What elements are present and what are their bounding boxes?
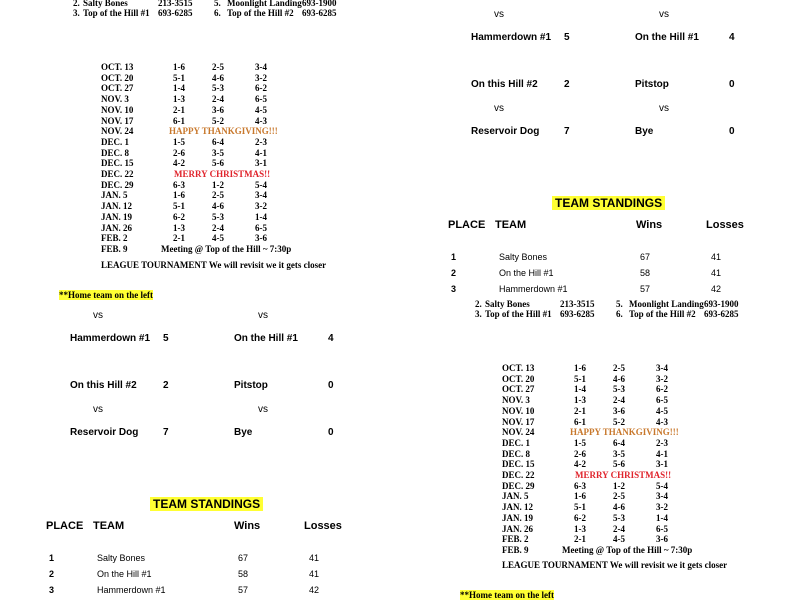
away-score: 0	[729, 79, 735, 90]
standing-wins: 58	[238, 569, 249, 579]
schedule-matchup: 1-2	[212, 179, 224, 190]
schedule-matchup: 3-4	[255, 62, 267, 72]
schedule-matchup: 1-6	[173, 62, 185, 72]
contact-name: Moonlight Landing	[629, 299, 704, 309]
contact-phone: 693-6285	[560, 309, 595, 319]
contact-phone: 693-6285	[704, 309, 739, 319]
header-wins: Wins	[636, 219, 663, 231]
home-team: Reservoir Dog	[70, 427, 139, 438]
schedule-matchup: 5-2	[212, 115, 224, 126]
tournament-note: LEAGUE TOURNAMENT We will revisit we it gets closer	[502, 560, 728, 570]
schedule-matchup: 3-1	[255, 158, 267, 169]
contact-num: 6.	[616, 309, 623, 319]
standing-losses: 41	[309, 553, 320, 563]
schedule-date: FEB. 9	[502, 544, 529, 555]
standing-place: 1	[451, 252, 457, 262]
schedule-date: DEC. 1	[101, 136, 130, 147]
schedule-matchup: 3-4	[656, 491, 668, 502]
schedule-matchup: 2-4	[613, 523, 625, 534]
home-score: 7	[163, 427, 169, 438]
contact-num: 3.	[475, 309, 482, 319]
schedule-matchup: 1-3	[574, 395, 586, 406]
schedule-date: DEC. 22	[502, 470, 535, 480]
standing-losses: 41	[309, 569, 320, 579]
schedule-matchup: 1-6	[173, 190, 185, 201]
schedule-matchup: 1-4	[255, 211, 267, 222]
away-score: 4	[729, 32, 735, 43]
contact-phone: 693-6285	[158, 8, 193, 18]
standing-losses: 41	[711, 268, 722, 278]
schedule-matchup: 1-3	[173, 222, 185, 233]
schedule-date: DEC. 1	[502, 437, 531, 448]
contact-phone: 693-1900	[302, 0, 337, 8]
away-score: 0	[328, 380, 334, 391]
schedule-matchup: 3-2	[255, 72, 267, 83]
contact-name: Salty Bones	[83, 0, 128, 8]
home-score: 5	[163, 333, 169, 344]
schedule-date: NOV. 24	[101, 126, 134, 137]
schedule-matchup: 2-1	[173, 104, 185, 115]
header-team: TEAM	[93, 520, 125, 532]
away-team: On the Hill #1	[234, 333, 298, 344]
schedule-matchup: 1-6	[574, 363, 586, 373]
schedule-matchup: 1-4	[173, 83, 185, 94]
schedule-matchup: 6-4	[212, 136, 224, 147]
standing-team: On the Hill #1	[499, 268, 554, 278]
standing-losses: 42	[711, 284, 722, 294]
schedule-matchup: 1-5	[574, 437, 586, 448]
schedule-date: DEC. 29	[502, 480, 535, 491]
away-team: Pitstop	[234, 380, 268, 391]
contact-num: 2.	[475, 299, 482, 309]
contact-num: 6.	[214, 8, 221, 18]
schedule-note: HAPPY THANKGIVING!!!	[570, 427, 679, 438]
schedule-matchup: 6-4	[613, 437, 625, 448]
schedule-date: DEC. 22	[101, 169, 134, 179]
home-team: Hammerdown #1	[70, 333, 151, 344]
schedule-matchup: 5-3	[212, 83, 224, 94]
schedule-matchup: 4-2	[173, 158, 185, 169]
contact-num: 2.	[73, 0, 80, 8]
away-score: 4	[328, 333, 334, 344]
schedule-matchup: 1-2	[613, 480, 625, 491]
schedule-date: DEC. 29	[101, 179, 134, 190]
schedule-matchup: 1-3	[574, 523, 586, 534]
away-score: 0	[328, 427, 334, 438]
schedule-date: NOV. 3	[502, 395, 530, 406]
schedule-matchup: 6-1	[173, 115, 185, 126]
schedule-note: Meeting @ Top of the Hill ~ 7:30p	[562, 544, 693, 555]
schedule-matchup: 2-5	[613, 363, 625, 373]
schedule-date: FEB. 2	[101, 233, 128, 244]
schedule-matchup: 4-3	[656, 416, 668, 427]
schedule-matchup: 3-4	[656, 363, 668, 373]
header-place: PLACE	[448, 219, 486, 231]
standing-team: Salty Bones	[499, 252, 548, 262]
home-score: 2	[163, 380, 169, 391]
standing-place: 1	[49, 553, 55, 563]
schedule-matchup: 6-5	[656, 395, 668, 406]
standing-place: 3	[451, 284, 457, 294]
home-team: On this Hill #2	[471, 79, 538, 90]
schedule-matchup: 4-6	[613, 502, 625, 513]
header-team: TEAM	[495, 219, 527, 231]
schedule-matchup: 6-2	[656, 384, 668, 395]
schedule-matchup: 3-2	[255, 201, 267, 212]
schedule-note: MERRY CHRISTMAS!!	[174, 169, 271, 179]
schedule-date: NOV. 3	[101, 94, 129, 105]
schedule-matchup: 4-1	[656, 448, 668, 459]
contact-num: 5.	[214, 0, 221, 8]
schedule-matchup: 4-3	[255, 115, 267, 126]
schedule-date: NOV. 17	[101, 115, 134, 126]
header-place: PLACE	[46, 520, 84, 532]
standing-losses: 42	[309, 585, 320, 595]
home-team: On this Hill #2	[70, 380, 137, 391]
schedule-matchup: 6-3	[173, 179, 185, 190]
standing-place: 3	[49, 585, 55, 595]
standing-wins: 67	[238, 553, 249, 563]
schedule-matchup: 6-2	[255, 83, 267, 94]
schedule-note: Meeting @ Top of the Hill ~ 7:30p	[161, 243, 292, 254]
schedule-matchup: 4-1	[255, 147, 267, 158]
contact-phone: 693-6285	[302, 8, 337, 18]
header-wins: Wins	[234, 520, 261, 532]
standings-title: TEAM STANDINGS	[552, 196, 665, 210]
schedule-date: FEB. 2	[502, 534, 529, 545]
schedule-date: JAN. 19	[502, 512, 533, 523]
schedule-matchup: 5-4	[656, 480, 668, 491]
home-score: 5	[564, 32, 570, 43]
schedule-matchup: 1-4	[574, 384, 586, 395]
schedule-date: OCT. 20	[502, 373, 535, 384]
schedule-matchup: 3-6	[656, 534, 668, 545]
schedule-date: OCT. 27	[101, 83, 134, 94]
schedule-matchup: 4-5	[255, 104, 267, 115]
vs-label: vs	[659, 9, 669, 20]
schedule-matchup: 5-6	[613, 459, 625, 470]
standings-title: TEAM STANDINGS	[150, 497, 263, 511]
schedule-matchup: 4-6	[212, 201, 224, 212]
standing-wins: 67	[640, 252, 651, 262]
schedule-matchup: 2-4	[212, 222, 224, 233]
schedule-matchup: 2-5	[212, 190, 224, 201]
header-losses: Losses	[706, 219, 744, 231]
schedule-matchup: 1-4	[656, 512, 668, 523]
schedule-matchup: 6-2	[173, 211, 185, 222]
schedule-date: NOV. 10	[502, 405, 535, 416]
standing-wins: 57	[238, 585, 249, 595]
schedule-matchup: 2-6	[574, 448, 586, 459]
schedule-matchup: 6-5	[255, 94, 267, 105]
away-score: 0	[729, 126, 735, 137]
schedule-date: OCT. 20	[101, 72, 134, 83]
contact-num: 5.	[616, 299, 623, 309]
schedule-matchup: 1-3	[173, 94, 185, 105]
schedule-matchup: 6-1	[574, 416, 586, 427]
schedule-date: NOV. 24	[502, 427, 535, 438]
schedule-matchup: 5-3	[613, 512, 625, 523]
away-team: On the Hill #1	[635, 32, 699, 43]
schedule-note: MERRY CHRISTMAS!!	[575, 470, 672, 480]
vs-label: vs	[659, 103, 669, 114]
schedule-matchup: 3-1	[656, 459, 668, 470]
schedule-matchup: 5-1	[173, 201, 185, 212]
schedule-matchup: 2-4	[613, 395, 625, 406]
vs-label: vs	[494, 103, 504, 114]
vs-label: vs	[258, 404, 268, 415]
standing-place: 2	[49, 569, 55, 579]
schedule-matchup: 2-4	[212, 94, 224, 105]
standing-losses: 41	[711, 252, 722, 262]
vs-label: vs	[93, 310, 103, 321]
schedule-matchup: 4-6	[613, 373, 625, 384]
schedule-date: JAN. 19	[101, 211, 132, 222]
home-team: Reservoir Dog	[471, 126, 540, 137]
contact-phone: 213-3515	[158, 0, 193, 8]
home-score: 7	[564, 126, 570, 137]
schedule-matchup: 5-6	[212, 158, 224, 169]
schedule-date: JAN. 26	[101, 222, 132, 233]
contact-name: Top of the Hill #2	[227, 8, 294, 18]
schedule-matchup: 6-5	[656, 523, 668, 534]
schedule-matchup: 3-6	[255, 233, 267, 244]
contact-name: Top of the Hill #2	[629, 309, 696, 319]
schedule-matchup: 5-4	[255, 179, 267, 190]
schedule-date: DEC. 15	[502, 459, 535, 470]
standing-team: Hammerdown #1	[97, 585, 166, 595]
schedule-matchup: 2-1	[173, 233, 185, 244]
schedule-date: OCT. 13	[101, 62, 134, 72]
schedule-date: OCT. 27	[502, 384, 535, 395]
schedule-matchup: 3-4	[255, 190, 267, 201]
contact-phone: 213-3515	[560, 299, 595, 309]
away-team: Bye	[635, 126, 654, 137]
contact-name: Moonlight Landing	[227, 0, 302, 8]
standing-team: On the Hill #1	[97, 569, 152, 579]
header-losses: Losses	[304, 520, 342, 532]
schedule-matchup: 2-1	[574, 534, 586, 545]
schedule-matchup: 5-3	[613, 384, 625, 395]
schedule-matchup: 4-2	[574, 459, 586, 470]
schedule-matchup: 6-5	[255, 222, 267, 233]
vs-label: vs	[494, 9, 504, 20]
schedule-date: JAN. 5	[502, 491, 529, 502]
tournament-note: LEAGUE TOURNAMENT We will revisit we it gets closer	[101, 260, 327, 270]
contact-num: 3.	[73, 8, 80, 18]
home-note: **Home team on the left	[59, 290, 153, 300]
standing-team: Hammerdown #1	[499, 284, 568, 294]
schedule-matchup: 5-1	[173, 72, 185, 83]
schedule-matchup: 4-6	[212, 72, 224, 83]
schedule-date: NOV. 17	[502, 416, 535, 427]
schedule-matchup: 2-5	[212, 62, 224, 72]
schedule-matchup: 5-1	[574, 502, 586, 513]
schedule-matchup: 2-5	[613, 491, 625, 502]
contact-phone: 693-1900	[704, 299, 739, 309]
standing-wins: 57	[640, 284, 651, 294]
standing-wins: 58	[640, 268, 651, 278]
schedule-matchup: 6-3	[574, 480, 586, 491]
schedule-date: DEC. 15	[101, 158, 134, 169]
vs-label: vs	[258, 310, 268, 321]
contact-name: Top of the Hill #1	[485, 309, 552, 319]
schedule-matchup: 4-5	[656, 405, 668, 416]
schedule-date: JAN. 26	[502, 523, 533, 534]
schedule-matchup: 2-3	[656, 437, 668, 448]
schedule-matchup: 5-2	[613, 416, 625, 427]
contact-name: Top of the Hill #1	[83, 8, 150, 18]
schedule-matchup: 5-1	[574, 373, 586, 384]
away-team: Bye	[234, 427, 253, 438]
schedule-matchup: 4-5	[613, 534, 625, 545]
schedule-note: HAPPY THANKGIVING!!!	[169, 126, 278, 137]
schedule-matchup: 1-5	[173, 136, 185, 147]
standing-place: 2	[451, 268, 457, 278]
schedule-matchup: 3-2	[656, 373, 668, 384]
schedule-date: NOV. 10	[101, 104, 134, 115]
schedule-date: JAN. 12	[502, 502, 533, 513]
schedule-matchup: 3-2	[656, 502, 668, 513]
schedule-date: OCT. 13	[502, 363, 535, 373]
standing-team: Salty Bones	[97, 553, 146, 563]
schedule-matchup: 3-5	[613, 448, 625, 459]
home-score: 2	[564, 79, 570, 90]
schedule-date: DEC. 8	[101, 147, 130, 158]
schedule-matchup: 4-5	[212, 233, 224, 244]
schedule-matchup: 5-3	[212, 211, 224, 222]
schedule-date: DEC. 8	[502, 448, 531, 459]
schedule-date: JAN. 5	[101, 190, 128, 201]
vs-label: vs	[93, 404, 103, 415]
schedule-matchup: 6-2	[574, 512, 586, 523]
schedule-matchup: 3-6	[613, 405, 625, 416]
schedule-matchup: 2-1	[574, 405, 586, 416]
schedule-matchup: 2-6	[173, 147, 185, 158]
schedule-date: FEB. 9	[101, 243, 128, 254]
away-team: Pitstop	[635, 79, 669, 90]
schedule-matchup: 3-6	[212, 104, 224, 115]
schedule-matchup: 3-5	[212, 147, 224, 158]
contact-name: Salty Bones	[485, 299, 530, 309]
home-team: Hammerdown #1	[471, 32, 552, 43]
home-note: **Home team on the left	[460, 590, 554, 600]
schedule-matchup: 2-3	[255, 136, 267, 147]
schedule-matchup: 1-6	[574, 491, 586, 502]
schedule-date: JAN. 12	[101, 201, 132, 212]
